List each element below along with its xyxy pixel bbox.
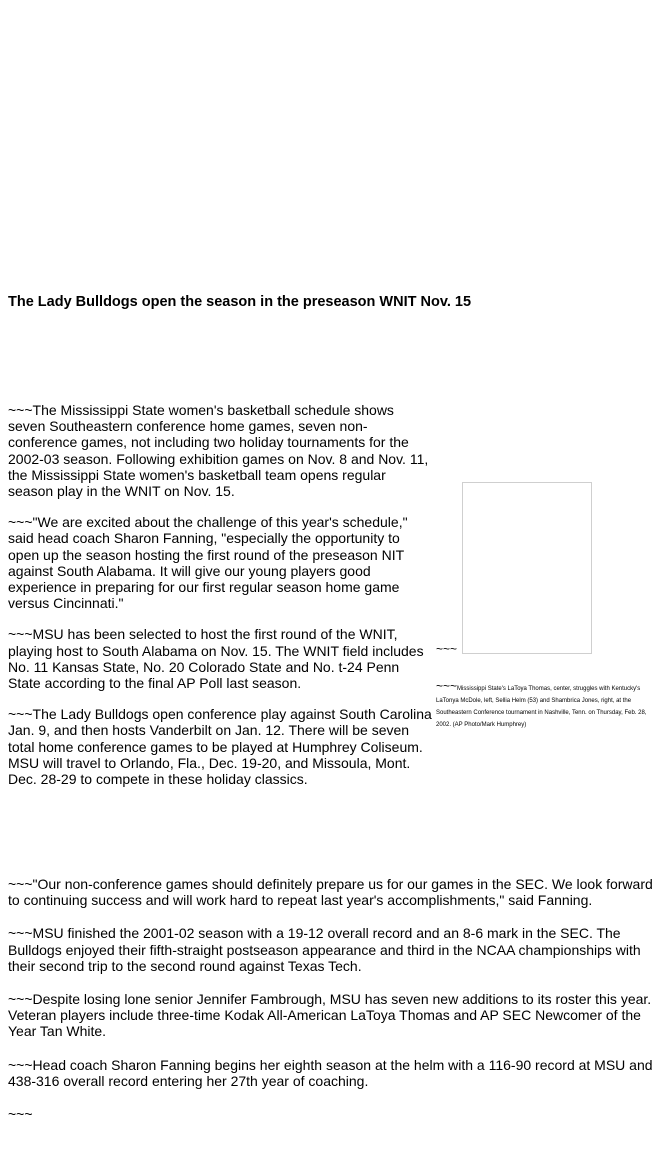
article-paragraph: ~~~The Mississippi State women's basketball schedule shows seven Southeastern conference home games, seven non-conference games, not including two holiday tournaments for the 2002-03 season. Following exhibition games on Nov. 8 and Nov. 11, the Mississippi State women's basketball team opens regular season play in the WNIT on Nov. 15. <box>8 402 429 500</box>
caption-tildes: ~~~ <box>436 679 458 693</box>
photo-placeholder <box>462 482 592 654</box>
caption-text: Mississippi State's LaToya Thomas, center, struggles with Kentucky's LaTonya McDole, left, Sellia Helm (53) and Shambrica Jones, right, at the Southeastern Conference tournament in Nashville, Tenn. on Thursday, Feb. 28, 2002. (AP Photo/Mark Humphrey) <box>436 686 647 728</box>
article-paragraph: ~~~The Lady Bulldogs open conference play against South Carolina Jan. 9, and then hosts Vanderbilt on Jan. 12. There will be seven total home conference games to be played at Humphrey Coliseum. MSU will travel to Orlando, Fla., Dec. 19-20, and Missoula, Mont. Dec. 28-29 to compete in these holiday classics. <box>8 706 432 788</box>
article-paragraph: ~~~"Our non-conference games should definitely prepare us for our games in the SEC. We look forward to continuing success and will work hard to repeat last year's accomplishments," said Fanning. <box>8 876 653 909</box>
photo-tildes: ~~~ <box>436 642 458 656</box>
photo-caption <box>436 680 656 731</box>
article-paragraph: ~~~ <box>8 1106 33 1123</box>
article-column <box>8 402 432 802</box>
article-paragraph: ~~~Despite losing lone senior Jennifer Fambrough, MSU has seven new additions to its roster this year. Veteran players include three-time Kodak All-American LaToya Thomas and AP SEC Newcomer of the Year Tan White. <box>8 991 652 1040</box>
article-paragraph: ~~~MSU finished the 2001-02 season with a 19-12 overall record and an 8-6 mark in the SEC. The Bulldogs enjoyed their fifth-straight postseason appearance and third in the NCAA championships with their second trip to the second round against Texas Tech. <box>8 925 641 974</box>
article-continuation <box>8 876 653 1139</box>
article-paragraph: ~~~Head coach Sharon Fanning begins her eighth season at the helm with a 116-90 record at MSU and 438-316 overall record entering her 27th year of coaching. <box>8 1056 653 1089</box>
article-paragraph: ~~~"We are excited about the challenge of this year's schedule," said head coach Sharon Fanning, "especially the opportunity to open up the season hosting the first round of the preseason NIT against South Alabama. It will give our young players good experience in preparing for our first regular season home game versus Cincinnati." <box>8 514 408 612</box>
article-paragraph: ~~~MSU has been selected to host the first round of the WNIT, playing host to South Alabama on Nov. 15. The WNIT field includes No. 11 Kansas State, No. 20 Colorado State and No. t-24 Penn State according to the final AP Poll last season. <box>8 626 424 692</box>
article-headline: The Lady Bulldogs open the season in the preseason WNIT Nov. 15 <box>8 294 472 310</box>
